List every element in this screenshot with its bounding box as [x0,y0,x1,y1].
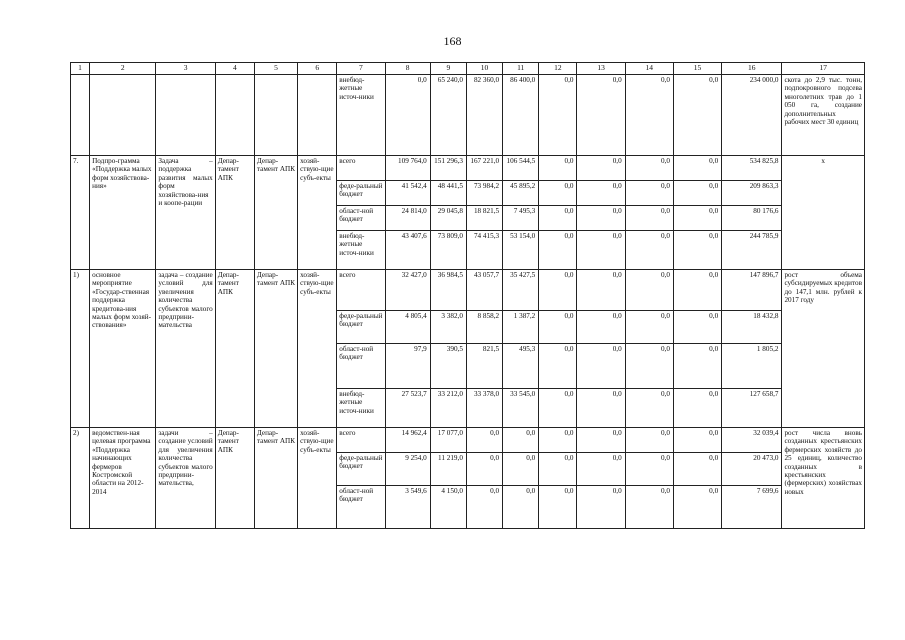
amount-cell: 0,0 [673,231,721,270]
amount-cell: 7 699,6 [722,486,782,529]
funding-source: внебюд-жетные источ-ники [337,389,385,428]
amount-cell: 43 407,6 [385,231,430,270]
header-row [71,63,865,75]
amount-cell: 0,0 [577,181,625,206]
amount-cell: 73 984,2 [466,181,502,206]
amount-cell: 0,0 [673,181,721,206]
item-executor: Депар-тамент АПК [215,270,254,428]
amount-cell: 244 785,9 [722,231,782,270]
amount-cell: 0,0 [577,389,625,428]
amount-cell: 0,0 [577,75,625,156]
amount-cell: 0,0 [673,486,721,529]
amount-cell: 0,0 [625,486,673,529]
item-name: Подпро-грамма «Поддержка малых форм хозяйствова-ния» [90,156,156,270]
amount-cell: 3 382,0 [430,311,466,344]
amount-cell: 0,0 [625,156,673,181]
funding-source: внебюд-жетные источ-ники [337,231,385,270]
item-number: 1) [71,270,90,428]
column-header: 13 [577,63,625,75]
amount-cell: 0,0 [625,428,673,453]
amount-cell: 24 814,0 [385,206,430,231]
amount-cell: 65 240,0 [430,75,466,156]
amount-cell: 0,0 [625,389,673,428]
amount-cell: 29 045,8 [430,206,466,231]
column-header: 7 [337,63,385,75]
amount-cell: 167 221,0 [466,156,502,181]
empty-cell [90,75,156,156]
column-header: 15 [673,63,721,75]
column-header: 9 [430,63,466,75]
funding-source: всего [337,156,385,181]
amount-cell: 7 495,3 [503,206,539,231]
amount-cell: 0,0 [625,206,673,231]
result-note: х [782,156,865,270]
amount-cell: 17 077,0 [430,428,466,453]
amount-cell: 0,0 [539,453,577,486]
result-note: рост числа вновь созданных крестьянских фермерских хозяйств до 25 единиц, количество созданных в крестьянских (фермерских) хозяйствах новых [782,428,865,529]
empty-cell [71,75,90,156]
amount-cell: 0,0 [539,156,577,181]
column-header: 10 [466,63,502,75]
amount-cell: 33 378,0 [466,389,502,428]
amount-cell: 0,0 [539,231,577,270]
empty-cell [298,75,337,156]
amount-cell: 0,0 [577,311,625,344]
amount-cell: 0,0 [577,156,625,181]
item-task: задача – создание условий для увеличения количества субъектов малого предприни-мательства [156,270,215,428]
table-row [71,156,865,181]
amount-cell: 0,0 [539,206,577,231]
item-coexecutor: Депар-тамент АПК [254,270,297,428]
result-note: рост объема субсидируемых кредитов до 147,1 млн. рублей к 2017 году [782,270,865,428]
column-header: 2 [90,63,156,75]
amount-cell: 0,0 [625,75,673,156]
amount-cell: 0,0 [539,181,577,206]
column-header: 14 [625,63,673,75]
table-row [71,428,865,453]
amount-cell: 45 895,2 [503,181,539,206]
amount-cell: 0,0 [539,486,577,529]
amount-cell: 74 415,3 [466,231,502,270]
amount-cell: 0,0 [673,270,721,311]
amount-cell: 0,0 [539,428,577,453]
amount-cell: 86 400,0 [503,75,539,156]
item-name: основное мероприятие «Государ-ственная поддержка кредитова-ния малых форм хозяй-ствования» [90,270,156,428]
amount-cell: 0,0 [577,206,625,231]
amount-cell: 35 427,5 [503,270,539,311]
amount-cell: 33 212,0 [430,389,466,428]
amount-cell: 1 387,2 [503,311,539,344]
amount-cell: 0,0 [577,428,625,453]
amount-cell: 18 432,8 [722,311,782,344]
item-participants: хозяй-ствую-щие субъ-екты [298,156,337,270]
item-number: 7. [71,156,90,270]
amount-cell: 495,3 [503,344,539,389]
amount-cell: 53 154,0 [503,231,539,270]
amount-cell: 11 219,0 [430,453,466,486]
amount-cell: 4 150,0 [430,486,466,529]
amount-cell: 0,0 [673,389,721,428]
item-participants: хозяй-ствую-щие субъ-екты [298,428,337,529]
funding-source: феде-ральный бюджет [337,453,385,486]
funding-source: феде-ральный бюджет [337,181,385,206]
amount-cell: 0,0 [673,428,721,453]
column-header: 5 [254,63,297,75]
amount-cell: 234 000,0 [722,75,782,156]
amount-cell: 151 296,3 [430,156,466,181]
column-header: 17 [782,63,865,75]
amount-cell: 0,0 [625,270,673,311]
column-header: 8 [385,63,430,75]
empty-cell [254,75,297,156]
amount-cell: 41 542,4 [385,181,430,206]
empty-cell [156,75,215,156]
item-name: ведомствен-ная целевая программа «Поддержка начинающих фермеров Костромской области на 2012-2014 [90,428,156,529]
amount-cell: 0,0 [503,486,539,529]
funding-source: всего [337,270,385,311]
amount-cell: 0,0 [466,486,502,529]
item-task: Задача – поддержка развития малых форм хозяйствова-ния и коопе-рации [156,156,215,270]
amount-cell: 20 473,0 [722,453,782,486]
column-header: 1 [71,63,90,75]
column-header: 4 [215,63,254,75]
amount-cell: 0,0 [673,206,721,231]
result-note: скота до 2,9 тыс. тонн, подпокровного подсева многолетних трав до 1 050 га, создание дополнительных рабочих мест 30 единиц [782,75,865,156]
amount-cell: 0,0 [539,311,577,344]
amount-cell: 0,0 [625,181,673,206]
item-executor: Депар-тамент АПК [215,156,254,270]
item-participants: хозяй-ствую-щие субъ-екты [298,270,337,428]
amount-cell: 106 544,5 [503,156,539,181]
amount-cell: 0,0 [625,344,673,389]
amount-cell: 82 360,0 [466,75,502,156]
amount-cell: 0,0 [385,75,430,156]
funding-source: внебюд-жетные источ-ники [337,75,385,156]
empty-cell [215,75,254,156]
amount-cell: 0,0 [539,344,577,389]
amount-cell: 0,0 [625,231,673,270]
item-coexecutor: Депар-тамент АПК [254,428,297,529]
column-header: 11 [503,63,539,75]
amount-cell: 0,0 [577,453,625,486]
amount-cell: 0,0 [466,453,502,486]
amount-cell: 33 545,0 [503,389,539,428]
amount-cell: 1 805,2 [722,344,782,389]
amount-cell: 43 057,7 [466,270,502,311]
amount-cell: 0,0 [673,75,721,156]
amount-cell: 0,0 [625,453,673,486]
amount-cell: 48 441,5 [430,181,466,206]
amount-cell: 534 825,8 [722,156,782,181]
amount-cell: 0,0 [466,428,502,453]
amount-cell: 32 427,0 [385,270,430,311]
item-coexecutor: Депар-тамент АПК [254,156,297,270]
amount-cell: 0,0 [539,389,577,428]
amount-cell: 0,0 [577,344,625,389]
column-header: 16 [722,63,782,75]
amount-cell: 0,0 [539,270,577,311]
amount-cell: 0,0 [577,270,625,311]
column-header: 12 [539,63,577,75]
amount-cell: 32 039,4 [722,428,782,453]
column-header: 3 [156,63,215,75]
funding-source: феде-ральный бюджет [337,311,385,344]
amount-cell: 3 549,6 [385,486,430,529]
item-task: задачи – создание условий для увеличения количества субъектов малого предприни-мательства, [156,428,215,529]
funding-source: област-ной бюджет [337,344,385,389]
amount-cell: 127 658,7 [722,389,782,428]
amount-cell: 0,0 [673,453,721,486]
amount-cell: 0,0 [673,156,721,181]
amount-cell: 0,0 [503,428,539,453]
amount-cell: 36 984,5 [430,270,466,311]
amount-cell: 9 254,0 [385,453,430,486]
amount-cell: 209 863,3 [722,181,782,206]
amount-cell: 8 858,2 [466,311,502,344]
page-number: 168 [443,34,462,48]
amount-cell: 97,9 [385,344,430,389]
amount-cell: 821,5 [466,344,502,389]
column-header: 6 [298,63,337,75]
amount-cell: 18 821,5 [466,206,502,231]
amount-cell: 109 764,0 [385,156,430,181]
amount-cell: 73 809,0 [430,231,466,270]
amount-cell: 14 962,4 [385,428,430,453]
amount-cell: 0,0 [503,453,539,486]
amount-cell: 4 805,4 [385,311,430,344]
table-row [71,270,865,311]
funding-source: област-ной бюджет [337,206,385,231]
amount-cell: 147 896,7 [722,270,782,311]
funding-source: всего [337,428,385,453]
amount-cell: 0,0 [577,486,625,529]
program-table [70,62,865,529]
amount-cell: 0,0 [625,311,673,344]
item-executor: Депар-тамент АПК [215,428,254,529]
amount-cell: 390,5 [430,344,466,389]
amount-cell: 27 523,7 [385,389,430,428]
amount-cell: 80 176,6 [722,206,782,231]
item-number: 2) [71,428,90,529]
amount-cell: 0,0 [577,231,625,270]
amount-cell: 0,0 [673,344,721,389]
amount-cell: 0,0 [673,311,721,344]
amount-cell: 0,0 [539,75,577,156]
table-row [71,75,865,156]
funding-source: област-ной бюджет [337,486,385,529]
